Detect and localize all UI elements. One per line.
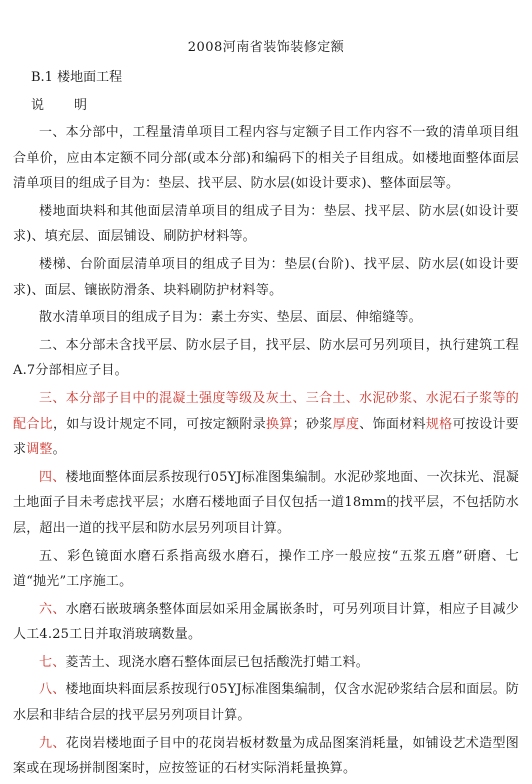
paragraph-6	[13, 386, 519, 463]
explanation-heading	[31, 94, 87, 113]
paragraph-11-text: 楼地面块料面层系按现行05YJ标准图集编制，仅含水泥砂浆结合层和面层。防水层和非结合层的找平层另列项目计算。	[13, 682, 519, 724]
highlight-specification: 规格	[425, 416, 453, 432]
paragraph-6-text-3: 、饰面材料	[359, 416, 426, 432]
document-title: 2008河南省装饰装修定额	[187, 40, 345, 55]
paragraph-12-text: 花岗岩楼地面子目中的花岗岩板材数量为成品图案消耗量，如铺设艺术造型图案或在现场拼制图案时，应按签证的石材实际消耗量换算。	[13, 735, 519, 777]
paragraph-12-number: 九、	[39, 735, 66, 751]
document-body	[13, 120, 519, 784]
paragraph-10-number: 七、	[39, 654, 66, 670]
section-heading: B.1 楼地面工程	[31, 70, 123, 85]
paragraph-1: 一、本分部中，工程量清单项目工程内容与定额子目工作内容不一致的清单项目组合单价，应由本定额不同分部(或本分部)和编码下的相关子目组成。如楼地面整体面层清单项目的组成子目为：垫层、找平层、防水层(如设计要求)、整体面层等。	[13, 125, 519, 192]
paragraph-4: 散水清单项目的组成子目为：素土夯实、垫层、面层、伸缩缝等。	[39, 310, 422, 326]
paragraph-8: 五、彩色镜面水磨石系指高级水磨石，操作工序一般应按“五浆五磨”研磨、七道“抛光”工序施工。	[13, 548, 519, 590]
paragraph-11-number: 八、	[39, 682, 66, 698]
paragraph-10	[13, 650, 519, 676]
paragraph-6-text-4: 可按设计要求	[13, 416, 519, 458]
paragraph-7-number: 四、	[39, 469, 66, 485]
paragraph-9	[13, 597, 519, 648]
highlight-adjustment: 调整	[26, 442, 53, 458]
paragraph-6-end: 。	[52, 442, 66, 458]
highlight-thickness: 厚度	[332, 416, 360, 432]
paragraph-9-number: 六、	[39, 601, 66, 617]
paragraph-6-text-highlight: 本分部子目中的混凝土强度等级及灰土、三合土、水泥砂浆、水泥石子浆等的	[65, 390, 519, 406]
highlight-mix-ratio: 配合比	[13, 416, 53, 432]
paragraph-5: 二、本分部未含找平层、防水层子目，找平层、防水层可另列项目，执行建筑工程A.7分部相应子目。	[13, 337, 519, 379]
paragraph-6-text: ，如与设计规定不同，可按定额附录	[52, 416, 267, 432]
explanation-heading-part2: 明	[74, 98, 88, 113]
highlight-conversion: 换算	[266, 416, 293, 432]
paragraph-11	[13, 677, 519, 728]
paragraph-7-text: 楼地面整体面层系按现行05YJ标准图集编制。水泥砂浆地面、一次抹光、混凝土地面子目未考虑找平层；水磨石楼地面子目仅包括一道18mm的找平层，不包括防水层，超出一道的找平层和防水层另列项目计算。	[13, 469, 519, 536]
explanation-heading-part1: 说	[31, 98, 45, 113]
paragraph-3: 楼梯、台阶面层清单项目的组成子目为：垫层(台阶)、找平层、防水层(如设计要求)、面层、镶嵌防滑条、块料刷防护材料等。	[13, 256, 519, 298]
paragraph-10-text: 菱苦土、现浇水磨石整体面层已包括酸洗打蜡工料。	[65, 654, 370, 670]
paragraph-2: 楼地面块料和其他面层清单项目的组成子目为：垫层、找平层、防水层(如设计要求)、填充层、面层铺设、刷防护材料等。	[13, 203, 519, 245]
paragraph-12	[13, 731, 519, 782]
paragraph-7	[13, 465, 519, 542]
paragraph-6-number: 三、	[39, 390, 66, 406]
paragraph-9-text: 水磨石嵌玻璃条整体面层如采用金属嵌条时，可另列项目计算，相应子目减少人工4.25工日并取消玻璃数量。	[13, 601, 519, 643]
paragraph-6-text-2: ；砂浆	[292, 416, 333, 432]
